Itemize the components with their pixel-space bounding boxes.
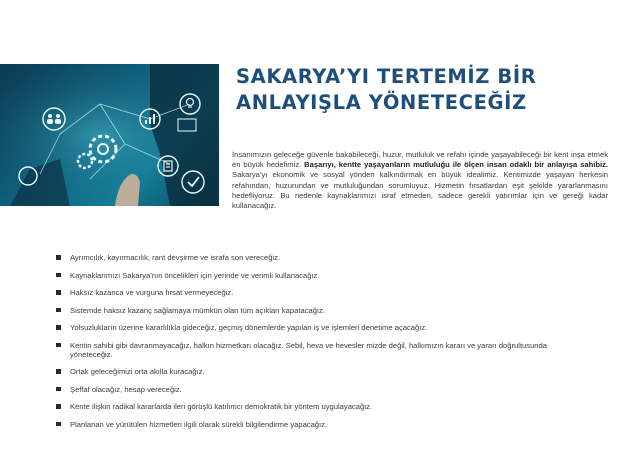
list-item: [56, 420, 576, 429]
list-item: [56, 323, 576, 332]
bullet-square-icon: [56, 325, 61, 330]
list-item-text: Haksız kazanca ve vurguna fırsat vermeyeceğiz.: [70, 288, 234, 298]
hero-illustration: [0, 64, 219, 206]
list-item-text: Kente ilişkin radikal kararlarda ileri görüşlü katılımcı demokratik bir yöntem uygulayacağız.: [70, 402, 373, 412]
intro-bold-statement: Başarıyı, kentte yaşayanların mutluluğu ile ölçen insan odaklı bir anlayışa sahibiz.: [304, 160, 608, 170]
title-line-1: SAKARYA’YI TERTEMİZ BİR: [236, 65, 537, 88]
bullet-square-icon: [56, 422, 61, 427]
list-item-text: Kentin sahibi gibi davranmayacağız, halkın hizmetkarı olacağız. Sebil, heva ve hevesler mizde değil, halkımızın kararı ve yararı doğrultusunda yöneteceğiz.: [70, 340, 547, 360]
bullet-square-icon: [56, 255, 61, 260]
bullet-square-icon: [56, 404, 61, 409]
bullet-square-icon: [56, 343, 61, 348]
list-item-text: Yolsuzlukların üzerine kararlılıkla gideceğiz, geçmiş dönemlerde yapılan iş ve işlemleri denetime açacağız.: [70, 323, 428, 333]
bullet-square-icon: [56, 290, 61, 295]
list-item: [56, 271, 576, 280]
bullet-square-icon: [56, 308, 61, 313]
bullet-square-icon: [56, 387, 61, 392]
hero-image: [0, 64, 219, 206]
list-item: [56, 385, 576, 394]
list-item-text: Şeffaf olacağız, hesap vereceğiz.: [70, 384, 182, 394]
list-item-text: Sistemde haksız kazanç sağlamaya mümkün olan tüm açıkları kapatacağız.: [70, 305, 325, 315]
page-title: [236, 64, 626, 116]
commitment-list: [56, 253, 576, 438]
intro-text-start: İnsanımızın geleceğe güvenle bakabileceği, huzur, mutluluk ve refahı içinde yaşayabileceği bir kent inşa etmek en büyük hedefimiz.: [232, 150, 608, 170]
intro-text-end: Sakarya’yı ekonomik ve sosyal yönden kalkındırmak en büyük idealimiz. Kentimizde yaşayan herkesin refahından, huzurundan ve mutluluğundan sorumluyuz. Hizmetin fırsatlardan eşit şekilde yararlanmasını hedefliyoruz. Bu nedenle kaynaklarımızı israf etmeden, sadece gerekli yatırımlar için ve gereği kadar kullanacağız.: [232, 170, 608, 211]
list-item-text: Planlanan ve yürütülen hizmetleri ilgili olarak sürekli bilgilendirme yapacağız.: [70, 419, 328, 429]
list-item: [56, 341, 576, 360]
title-line-2: ANLAYIŞLA YÖNETECEĞİZ: [236, 91, 527, 114]
list-item: [56, 253, 576, 262]
intro-paragraph: [232, 150, 608, 211]
list-item-text: Ayrımcılık, kayırmacılık, rant devşirme ve israfa son vereceğiz.: [70, 253, 281, 262]
bullet-square-icon: [56, 273, 61, 278]
bullet-square-icon: [56, 369, 61, 374]
list-item-text: Ortak geleceğimizi orta akılla kuracağız.: [70, 367, 205, 377]
list-item: [56, 367, 576, 376]
list-item: [56, 288, 576, 297]
list-item: [56, 306, 576, 315]
list-item-text: Kaynaklarımızı Sakarya’nın öncelikleri için yerinde ve verimli kullanacağız.: [70, 270, 320, 280]
list-item: [56, 402, 576, 411]
